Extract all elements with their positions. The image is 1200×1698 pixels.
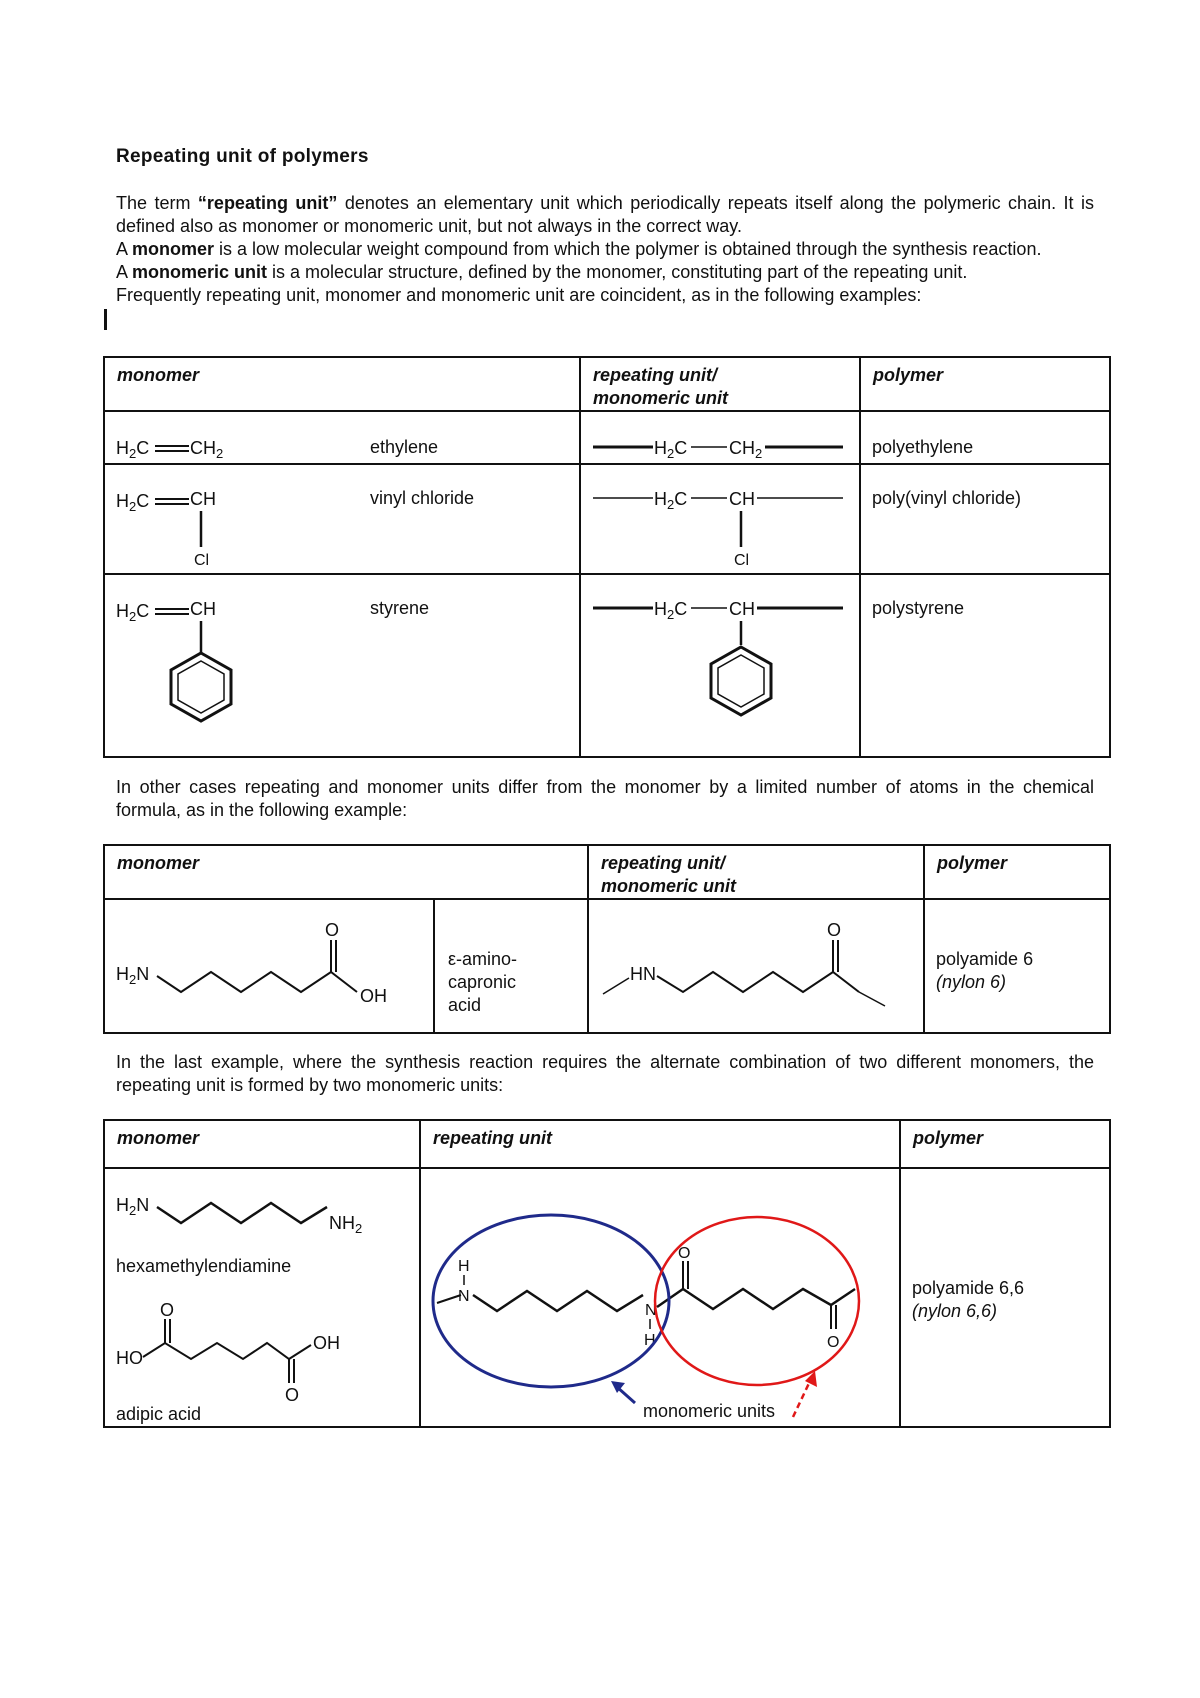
cell-polymer-polystyrene: [860, 574, 1110, 757]
intro-paragraph-1: [116, 192, 1094, 238]
polymer-name: polyamide 6,6: [912, 1278, 1025, 1298]
header-repeating-unit: [580, 357, 860, 411]
name-line: acid: [448, 995, 482, 1015]
monomer-structures: [105, 1169, 421, 1428]
svg-text:H2C: $H_2C$: [116, 491, 150, 514]
header-polymer: polymer: [924, 845, 1110, 899]
red-monomeric-unit-circle: [655, 1217, 859, 1385]
header-line: monomeric unit: [593, 388, 729, 408]
svg-text:O: O: [827, 1334, 840, 1351]
polymer-name-nylon6: [936, 948, 1033, 994]
monomer-name-hexamethylenediamine: hexamethylendiamine: [116, 1256, 292, 1276]
header-polymer: polymer: [900, 1120, 1110, 1168]
cell-monomer-styrene: [104, 574, 580, 757]
cell-repeating-pvc: [580, 464, 860, 574]
paragraph-2: [116, 776, 1094, 822]
intro-paragraph-4: Frequently repeating unit, monomer and monomeric unit are coincident, as in the following examples:: [116, 285, 922, 305]
page-title: Repeating unit of polymers: [116, 146, 369, 167]
term-monomeric-unit: monomeric unit: [132, 262, 268, 282]
cell-repeating-nylon6: [588, 899, 924, 1033]
svg-text:HO: HO: [116, 1348, 143, 1368]
svg-text:CH: CH: [729, 599, 755, 619]
cell-repeating-polystyrene: [580, 574, 860, 757]
ethylene-structure: [105, 412, 581, 465]
text-run: is a molecular structure, defined by the monomer, constituting part of the repeating unit.: [267, 262, 968, 282]
cell-monomer-name: [434, 899, 588, 1033]
svg-text:H2C: $H_2C$: [654, 438, 688, 461]
svg-text:NH2: $NH_2$: [329, 1213, 363, 1236]
svg-text:O: O: [827, 920, 842, 940]
adipic-acid-structure: [116, 1300, 340, 1405]
red-arrow-icon: [793, 1379, 811, 1417]
text-run: is a low molecular weight compound from which the polymer is obtained through the synthesis reaction.: [214, 239, 1042, 259]
polymer-name: polyamide 6: [936, 949, 1034, 969]
svg-text:H2C: $H_2C$: [116, 438, 150, 461]
cell-monomer-aminocaproic: [104, 899, 434, 1033]
styrene-structure: [105, 575, 581, 758]
cell-polymer-pvc: [860, 464, 1110, 574]
header-line: repeating unit/: [601, 853, 726, 873]
monomer-name-ethylene: ethylene: [370, 437, 439, 457]
pvc-repeat-structure: [581, 465, 861, 575]
polymer-name-polyethylene: polyethylene: [872, 437, 974, 457]
svg-text:H2C: $H_2C$: [116, 601, 150, 624]
polymer-alt-name: (nylon 6,6): [912, 1301, 998, 1321]
svg-text:N: N: [458, 1288, 470, 1305]
cell-repeating-nylon66: [420, 1168, 900, 1427]
svg-text:CH: CH: [190, 599, 216, 619]
svg-text:H2N: $H_2N$: [116, 964, 150, 987]
intro-text: [116, 192, 1094, 307]
hexamethylenediamine-structure: [116, 1195, 362, 1236]
svg-text:Cl: Cl: [734, 552, 750, 569]
cell-monomer-ethylene: [104, 411, 580, 464]
name-line: capronic: [448, 972, 517, 992]
header-repeating-unit: repeating unit: [420, 1120, 900, 1168]
table-simple-polymers: [103, 356, 1111, 758]
header-monomer: monomer: [104, 845, 588, 899]
svg-text:Cl: Cl: [194, 552, 210, 569]
intro-paragraph-2: [116, 238, 1094, 261]
cell-monomer-vinyl-chloride: [104, 464, 580, 574]
svg-text:H2C: $H_2C$: [654, 599, 688, 622]
cell-monomers-nylon66: [104, 1168, 420, 1427]
monomer-name-vinyl-chloride: vinyl chloride: [370, 488, 475, 508]
header-monomer: monomer: [104, 357, 580, 411]
svg-text:O: O: [678, 1245, 691, 1262]
polymer-name-pvc: poly(vinyl chloride): [872, 488, 1022, 508]
paragraph-2-text: In other cases repeating and monomer units differ from the monomer by a limited number of atoms in the chemical formula, as in the following example:: [116, 777, 1094, 820]
monomeric-units-annotation: monomeric units: [643, 1401, 776, 1421]
svg-text:O: O: [160, 1300, 175, 1320]
nylon6-repeat-structure: [589, 900, 925, 1034]
paragraph-3-text: In the last example, where the synthesis reaction requires the alternate combination of two different monomers, the repeating unit is formed by two monomeric units:: [116, 1052, 1094, 1095]
table-nylon6: [103, 844, 1111, 1034]
svg-text:H: H: [644, 1332, 656, 1349]
monomer-name-aminocaproic: [448, 948, 517, 1017]
svg-text:O: O: [325, 920, 340, 940]
text-run: A: [116, 262, 133, 282]
cell-polymer-nylon66: [900, 1168, 1110, 1427]
polymer-alt-name: (nylon 6): [936, 972, 1007, 992]
term-monomer: monomer: [132, 239, 215, 259]
header-line: monomeric unit: [601, 876, 737, 896]
text-run: The term: [116, 193, 198, 213]
svg-text:OH: OH: [313, 1333, 340, 1353]
header-line: repeating unit/: [593, 365, 718, 385]
monomer-name-adipic-acid: adipic acid: [116, 1404, 202, 1424]
header-polymer: polymer: [860, 357, 1110, 411]
text-run: A: [116, 239, 133, 259]
svg-text:CH: CH: [729, 489, 755, 509]
vinyl-chloride-structure: [105, 465, 581, 575]
svg-text:O: O: [285, 1385, 300, 1405]
cell-polymer-nylon6: [924, 899, 1110, 1033]
monomer-name-styrene: styrene: [370, 598, 430, 618]
intro-paragraph-3: [116, 261, 1094, 284]
svg-text:OH: OH: [360, 986, 387, 1006]
svg-text:N: N: [645, 1302, 657, 1319]
term-repeating-unit: “repeating unit”: [197, 193, 338, 213]
change-bar: [104, 309, 107, 330]
cell-polymer-polyethylene: [860, 411, 1110, 464]
svg-text:H2N: $H_2N$: [116, 1195, 150, 1218]
name-line: ε-amino-: [448, 949, 518, 969]
paragraph-3: [116, 1051, 1094, 1097]
text-run: denotes an elementary unit which periodically repeats itself along the polymeric chain. It is defined also as monomer or monomeric unit, but not always in the correct way.: [116, 193, 1094, 236]
polyethylene-repeat-structure: [581, 412, 861, 465]
polymer-name-polystyrene: polystyrene: [872, 598, 965, 618]
svg-text:CH2: $CH_2$: [190, 438, 224, 461]
cell-repeating-polyethylene: [580, 411, 860, 464]
svg-text:CH2: $CH_2$: [729, 438, 763, 461]
svg-text:HN: HN: [630, 964, 657, 984]
aminocaproic-acid-structure: [105, 900, 435, 1034]
svg-text:H2C: $H_2C$: [654, 489, 688, 512]
svg-text:H: H: [458, 1258, 470, 1275]
header-repeating-unit: [588, 845, 924, 899]
nylon66-repeat-structure: [421, 1169, 901, 1428]
header-monomer: monomer: [104, 1120, 420, 1168]
table-nylon66: [103, 1119, 1111, 1428]
polymer-name-nylon66: [912, 1277, 1024, 1323]
svg-text:CH: CH: [190, 489, 216, 509]
polystyrene-repeat-structure: [581, 575, 861, 758]
